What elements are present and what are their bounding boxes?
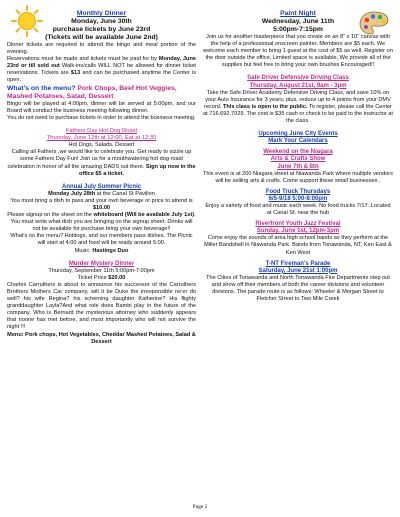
picnic-line-1 [7,198,196,212]
food-truck-section [203,189,393,217]
right-column [203,10,393,303]
hot-dog-title: Fathers Day Hot Dog Roast [65,128,138,135]
murder-mystery-section [7,261,196,346]
picnic-line-2 [7,212,196,233]
page-number: Page 2 [192,504,208,510]
weekend-niagara-section [203,149,393,184]
mystery-ticket [7,275,196,282]
mystery-ticket-label: Ticket Price [77,274,109,281]
monthly-dinner-body-2 [7,56,196,84]
paint-night-time: 5:00pm-7:15pm [273,26,323,33]
paint-night-section [203,10,393,69]
picnic-signup-text: Please signup on the sheet on the [7,212,94,219]
purchase-anytime-text: and can be purchased anytime the Center is open. [7,70,196,84]
monthly-dinner-menu [7,85,196,101]
upcoming-events-section [203,131,393,145]
music-band: Hastings Duo [92,247,129,254]
picnic-date [7,191,196,198]
upcoming-title: Upcoming June City Events [258,131,338,138]
monthly-dinner-body-4: You do not need to purchase tickets in order to attend the business meeting. [7,114,196,121]
picnic-music [7,248,196,255]
monthly-dinner-date: Monday, June 30th [71,18,132,25]
upcoming-subtitle: Mark Your Calendars [268,138,328,145]
picnic-location: at the Canal St Pavilion [95,190,155,197]
menu-question: What's on the menu? [7,84,76,92]
weekend-body: This event is at 200 Niagara street at Niawanda Park where multiple vendors will be selling arts & crafts. Come support these small businesses . [203,170,393,184]
picnic-drinks-text: . You must write what dish you are bringing on the signup sheet. Drinks will not be available for purchase bring your own beverage!! [10,212,196,233]
mystery-date: Thursday, September 11th 5:00pm-7:00pm [48,267,155,274]
monthly-dinner-availability: (Tickets will be available June 2nd) [45,34,158,41]
jazz-date: Sunday, June 1st, 12pm-3pm [256,228,340,235]
safe-driver-body [203,90,393,125]
parade-title: T-NT Fireman's Parade [265,260,331,267]
summer-picnic-section [7,184,196,255]
reservation-text: Reservations must be made and tickets must be paid for by [7,56,159,63]
mystery-body: Charles Carruthers is about to announce his successor of the Carruthers Brothers Mothers Car company, will it be Duke the irresponsible ne'er do well? his wife Regina? his scheming daughter Katherine? His flighty granddaughter Layla?And what role does Bambi play in the future of the company, Who is Bernard the mysterious attorney who suddenly appears that noone has met before, and most importantly who will not survive the night !!! [7,281,196,331]
hot-dog-text: Calling all Fathers ,we would like to celebrate you. Get ready to sizzle up some Fathers Day Fun! Join us for a mouthwatering hot dog roast celebration in honor of all the amazing DADS out there. [7,149,192,170]
food-truck-body: Enjoy a variety of food and music each week. No food trucks 7/17. Located at Canal St. near the hub [205,202,391,217]
safe-driver-section [203,75,393,125]
hot-dog-menu: Hot Dogs, Salads, Dessert [68,142,135,149]
monthly-dinner-section [7,10,196,122]
fireman-parade-section [203,261,393,304]
monthly-dinner-purchase: purchase tickets by June 23rd [52,26,151,33]
safe-driver-date: Thursday, August 21st, 9am - 3pm [249,82,347,89]
hot-dog-body [7,149,196,177]
picnic-title: Annual July Summer Picnic [61,183,142,190]
hot-dog-section [7,128,196,178]
weekend-subtitle: Arts & Crafts Show [270,156,326,163]
jazz-title: Riverfront Youth Jazz Festival [255,221,341,228]
parade-date: Saturday, June 21st 1:00pm [258,267,338,274]
dinner-price: $13 [70,70,81,77]
monthly-dinner-body-3: Bingo will be played at 4:00pm, dinner will be served at 5:00pm, and our Board will conduct the business meeting following dinner. [7,100,196,114]
food-truck-title: Food Truck Thursdays [265,188,331,195]
picnic-price: $10.00 [92,204,111,211]
paint-night-date: Wednesday, June 11th [261,18,335,25]
walkins-text: Walk-ins/calls WILL NOT be allowed for dinner ticket reservations. Tickets are [7,63,196,77]
safe-driver-register: To register, please call the Center at 716.692.7029. The cost is $35 cash or check to be paid to the instructor at the class. [203,103,393,125]
picnic-line-3: What's on the menu? Hotdogs, and our members pass dishes. The Picnic will start at 4:00 and food will be ready around 5:00. [10,233,193,247]
weekend-date: June 7th & 8th [277,163,319,170]
safe-driver-text: Take the Safe Driver Academy Defensive Driving Class, and save 10% on your Auto Insurance for 3 years, plus, reduce up to 4 points from your DMV record. [204,89,391,110]
picnic-dish-text: You must bring a dish to pass and your own beverage or price to attend is [10,197,193,204]
monthly-dinner-title: Monthly Dinner [76,10,127,17]
food-truck-date: 6/5-9/18 5:00-8:00pm [268,195,328,202]
monthly-dinner-body-1: Dinner tickets are required to attend the bingo and meal portion of the evening. [7,42,196,56]
picnic-date-day: Monday July 28th [48,190,96,197]
mystery-price: $20.00 [108,274,126,281]
menu-items: Pork Chops, Beef Hot Veggies, Mashed Potatoes, Salad, Dessert [7,84,177,100]
paint-night-title: Paint Night [280,10,316,17]
music-label: Music: [74,247,93,254]
weekend-title: Weekend on the Niagara [263,149,333,156]
left-column [7,10,196,346]
paint-night-body: Join us for another masterpiece that you create on an 8" x 10" canvas with the help of a professional onscreen painter. Members are $5 each. We welcome each member to bring 1 guest at the cost of $5 as well. Register on the door outside the office, Limited space is available. We provide all of the supplies but feel free to bring your own brushes Encouraged!! [203,34,393,69]
mystery-menu: Menu: Pork chops, Hot Vegetables, Cheddar Mashed Potatoes, Salad & Dessert [7,331,196,345]
jazz-body: Come enjoy the sounds of area high school bands as they perform at the Miller Bandshell in Niawanda Park. Bands from Tonawanda, NT, Ken East & Ken West [204,235,392,256]
safe-driver-public: This class is open to the public. [222,103,308,110]
picnic-whiteboard: whiteboard (Will be available July 1st) [93,212,195,219]
parade-body: The Cities of Tonawanda and North Tonawanda Fire Departments step out and show off their members of both the career divisions and volunteer divisions. The parade route is as follows: Wheeler & Morgan Street to Fletcher Street to Two Mile Creek [206,274,390,303]
reservation-deadline: Monday, June 23rd or till sold out [7,56,196,70]
jazz-festival-section [203,221,393,256]
mystery-title: Murder Mystery Dinner [68,260,135,267]
safe-driver-title: Safe Driver Defensive Driving Class [247,75,349,82]
hot-dog-signup: Sign up now in the office $5 a ticket. [78,163,196,177]
hot-dog-date: Thursday, June 12th at 12:00, Eat at 12:30 [46,135,157,142]
